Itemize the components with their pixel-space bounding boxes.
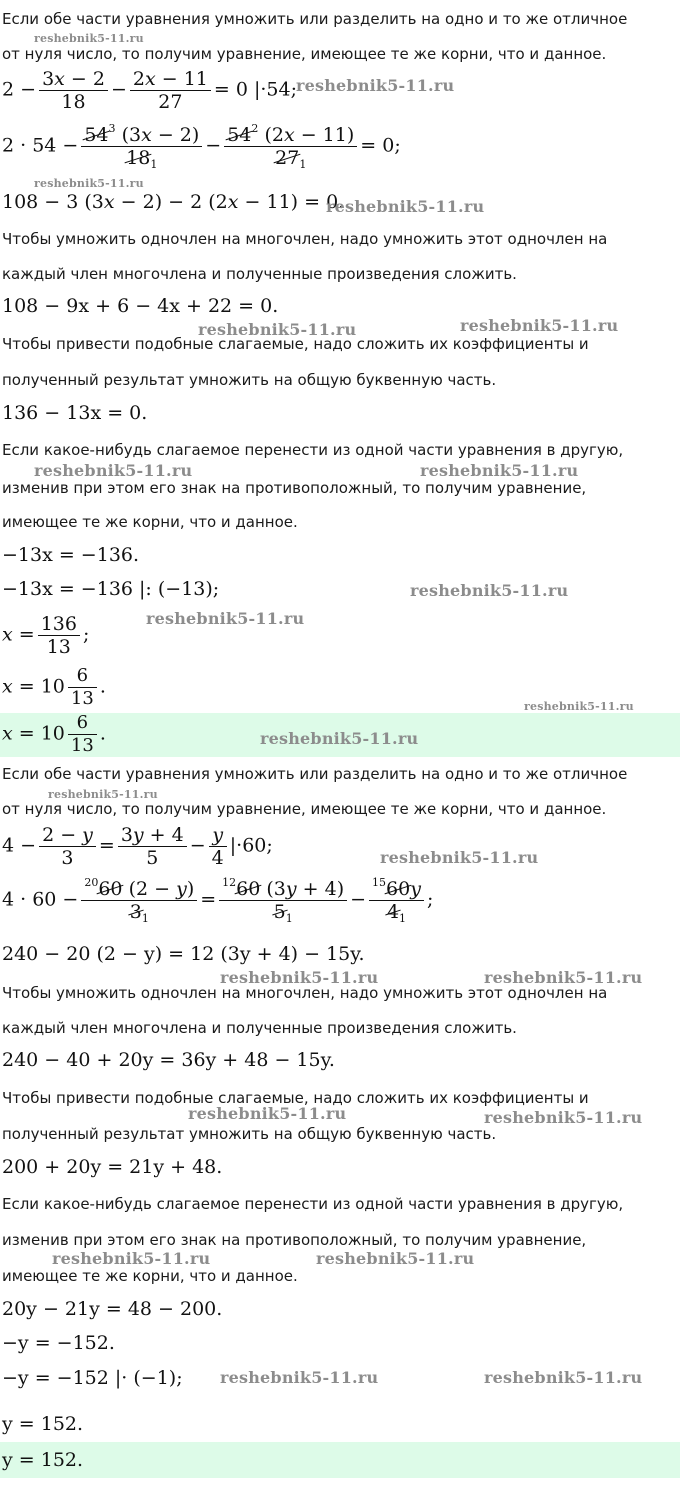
equation-3: 108 − 3 (3x − 2) − 2 (2x − 11) = 0. bbox=[2, 191, 345, 213]
equation-11: 4 · 60 − $\frac{^{20}60 (2 - y)}{3_1}$ = $\frac{^{12}60 (3y + 4)}{5_1}$ − $\frac{^{15}60y}{4_1}$ ; bbox=[2, 876, 434, 925]
watermark: reshebnik5-11.ru bbox=[34, 177, 144, 190]
equation-5: 136 − 13x = 0. bbox=[2, 402, 148, 424]
watermark: reshebnik5-11.ru bbox=[484, 1368, 643, 1387]
rule-like-line1-b: Чтобы привести подобные слагаемые, надо сложить их коэффициенты и bbox=[2, 1089, 589, 1107]
equation-10: 4 − $\frac{2 - y}{3}$ = $\frac{3y + 4}{5}$ − $\frac{y}{4}$ |·60; bbox=[2, 824, 273, 869]
equation-2: 2 · 54 − $\frac{54^3 (3x - 2)}{18_1}$ − $\frac{54^2 (2x - 11)}{27_1}$ = 0; bbox=[2, 122, 401, 171]
rule-move-line2-b: изменив при этом его знак на противоположный, то получим уравнение, bbox=[2, 1231, 587, 1249]
watermark: reshebnik5-11.ru bbox=[420, 461, 579, 480]
answer-2-highlight bbox=[0, 1442, 680, 1478]
watermark: reshebnik5-11.ru bbox=[316, 1249, 475, 1268]
rule-mono-line2-b: каждый член многочлена и полученные произведения сложить. bbox=[2, 1019, 517, 1037]
equation-6: −13x = −136. bbox=[2, 544, 140, 566]
rule-move-line3: имеющее те же корни, что и данное. bbox=[2, 513, 298, 531]
rule-like-line2-b: полученный результат умножить на общую буквенную часть. bbox=[2, 1125, 497, 1143]
watermark: reshebnik5-11.ru bbox=[220, 1368, 379, 1387]
equation-16: −y = −152. bbox=[2, 1332, 115, 1354]
watermark: reshebnik5-11.ru bbox=[326, 197, 485, 216]
rule-multiply-line2: от нуля число, то получим уравнение, имеющее те же корни, что и данное. bbox=[2, 45, 607, 63]
watermark: reshebnik5-11.ru bbox=[188, 1104, 347, 1123]
rule-multiply-line1-b: Если обе части уравнения умножить или разделить на одно и то же отличное bbox=[2, 765, 628, 783]
equation-8: x = $\frac{136}{13}$ ; bbox=[2, 613, 90, 658]
rule-move-line3-b: имеющее те же корни, что и данное. bbox=[2, 1267, 298, 1285]
equation-1: 2 − $\frac{3x - 2}{18}$ − $\frac{2x - 11}{27}$ = 0 |·54; bbox=[2, 68, 297, 113]
watermark: reshebnik5-11.ru bbox=[52, 1249, 211, 1268]
rule-mono-line1: Чтобы умножить одночлен на многочлен, надо умножить этот одночлен на bbox=[2, 230, 608, 248]
rule-multiply-line2-b: от нуля число, то получим уравнение, имеющее те же корни, что и данное. bbox=[2, 800, 607, 818]
rule-like-line1: Чтобы привести подобные слагаемые, надо сложить их коэффициенты и bbox=[2, 335, 589, 353]
equation-4: 108 − 9x + 6 − 4x + 22 = 0. bbox=[2, 295, 279, 317]
equation-15: 20y − 21y = 48 − 200. bbox=[2, 1298, 223, 1320]
watermark: reshebnik5-11.ru bbox=[524, 700, 634, 713]
watermark: reshebnik5-11.ru bbox=[48, 788, 158, 801]
watermark: reshebnik5-11.ru bbox=[220, 968, 379, 987]
rule-multiply-line1: Если обе части уравнения умножить или разделить на одно и то же отличное bbox=[2, 10, 628, 28]
rule-mono-line1-b: Чтобы умножить одночлен на многочлен, надо умножить этот одночлен на bbox=[2, 984, 608, 1002]
answer-2: y = 152. bbox=[2, 1449, 84, 1471]
watermark: reshebnik5-11.ru bbox=[34, 461, 193, 480]
watermark: reshebnik5-11.ru bbox=[460, 316, 619, 335]
watermark: reshebnik5-11.ru bbox=[296, 76, 455, 95]
equation-18: y = 152. bbox=[2, 1413, 84, 1435]
equation-7: −13x = −136 |: (−13); bbox=[2, 578, 220, 600]
equation-12: 240 − 20 (2 − y) = 12 (3y + 4) − 15y. bbox=[2, 943, 365, 965]
rule-move-line1: Если какое-нибудь слагаемое перенести из одной части уравнения в другую, bbox=[2, 441, 624, 459]
watermark: reshebnik5-11.ru bbox=[484, 968, 643, 987]
equation-14: 200 + 20y = 21y + 48. bbox=[2, 1156, 223, 1178]
watermark: reshebnik5-11.ru bbox=[260, 729, 419, 748]
watermark: reshebnik5-11.ru bbox=[410, 581, 569, 600]
equation-9: x = 10 $\frac{6}{13}$ . bbox=[2, 665, 106, 709]
watermark: reshebnik5-11.ru bbox=[34, 32, 144, 45]
watermark: reshebnik5-11.ru bbox=[146, 609, 305, 628]
rule-move-line1-b: Если какое-нибудь слагаемое перенести из одной части уравнения в другую, bbox=[2, 1195, 624, 1213]
equation-17: −y = −152 |· (−1); bbox=[2, 1367, 183, 1389]
watermark: reshebnik5-11.ru bbox=[380, 848, 539, 867]
rule-like-line2: полученный результат умножить на общую буквенную часть. bbox=[2, 371, 497, 389]
answer-1: x = 10 $\frac{6}{13}$ . bbox=[2, 712, 106, 756]
equation-13: 240 − 40 + 20y = 36y + 48 − 15y. bbox=[2, 1049, 335, 1071]
rule-mono-line2: каждый член многочлена и полученные произведения сложить. bbox=[2, 265, 517, 283]
watermark: reshebnik5-11.ru bbox=[484, 1108, 643, 1127]
rule-move-line2: изменив при этом его знак на противоположный, то получим уравнение, bbox=[2, 479, 587, 497]
watermark: reshebnik5-11.ru bbox=[198, 320, 357, 339]
